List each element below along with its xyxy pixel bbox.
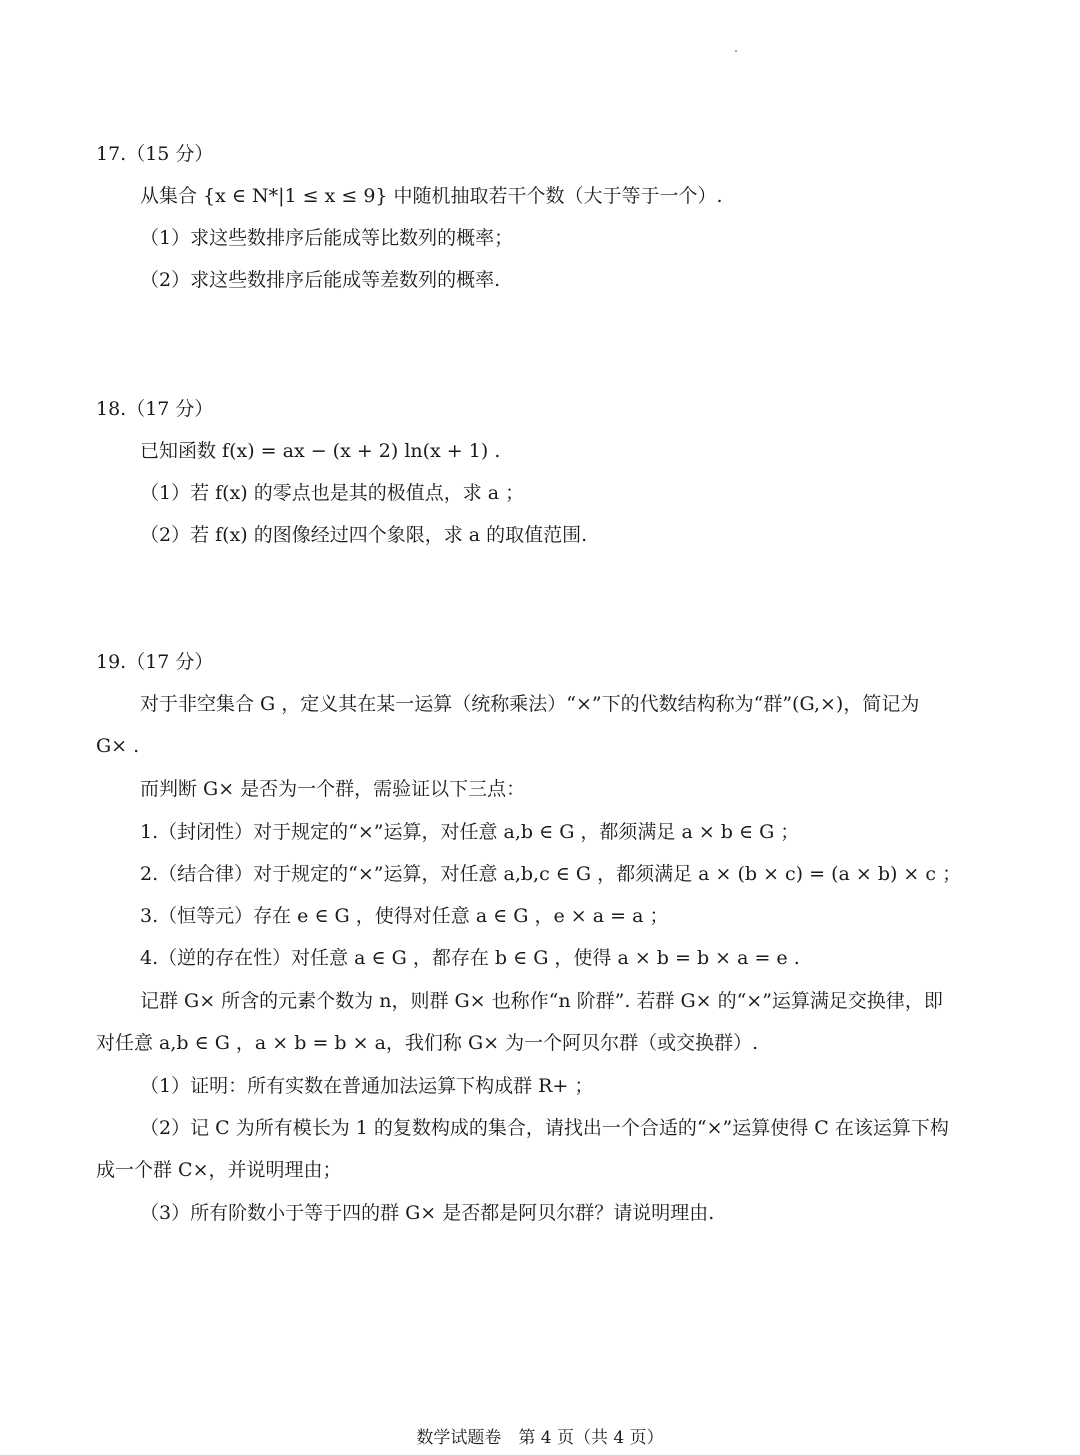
q17-stem: 从集合 {x ∈ N*|1 ≤ x ≤ 9} 中随机抽取若干个数（大于等于一个）. <box>140 185 723 207</box>
q17-number: 17.（15 分） <box>96 143 214 165</box>
q19-condition-3: 3.（恒等元）存在 e ∈ G ，使得对任意 a ∈ G ，e × a = a ； <box>140 905 669 927</box>
q17-part-2: （2）求这些数排序后能成等差数列的概率. <box>140 269 501 291</box>
q17-part-1: （1）求这些数排序后能成等比数列的概率； <box>140 227 514 249</box>
q19-condition-4: 4.（逆的存在性）对任意 a ∈ G ，都存在 b ∈ G ，使得 a × b = b × a = e . <box>140 947 800 969</box>
q19-part-1: （1）证明：所有实数在普通加法运算下构成群 R+ ； <box>140 1075 594 1097</box>
q19-abelian-line-1: 记群 G× 所含的元素个数为 n，则群 G× 也称作“n 阶群”. 若群 G× 的“×”运算满足交换律，即 <box>140 990 943 1012</box>
scan-speck <box>735 50 737 52</box>
q19-part-2-line-2: 成一个群 C×，并说明理由； <box>96 1159 342 1181</box>
q19-part-2-line-1: （2）记 C 为所有模长为 1 的复数构成的集合，请找出一个合适的“×”运算使得 C 在该运算下构 <box>140 1117 949 1139</box>
q18-part-2: （2）若 f(x) 的图像经过四个象限，求 a 的取值范围. <box>140 524 588 546</box>
q19-part-3: （3）所有阶数小于等于四的群 G× 是否都是阿贝尔群？请说明理由. <box>140 1202 715 1224</box>
q18-part-1: （1）若 f(x) 的零点也是其的极值点，求 a ； <box>140 482 525 504</box>
q19-number: 19.（17 分） <box>96 651 214 673</box>
q19-condition-2: 2.（结合律）对于规定的“×”运算，对任意 a,b,c ∈ G ，都须满足 a × (b × c) = (a × b) × c ； <box>140 863 962 885</box>
page-footer: 数学试题卷 第 4 页（共 4 页） <box>416 1428 664 1448</box>
q19-judge: 而判断 G× 是否为一个群，需验证以下三点： <box>140 778 526 800</box>
q19-abelian-line-2: 对任意 a,b ∈ G ，a × b = b × a，我们称 G× 为一个阿贝尔群（或交换群）. <box>96 1032 759 1054</box>
q18-stem: 已知函数 f(x) = ax − (x + 2) ln(x + 1) . <box>140 440 501 462</box>
q19-condition-1: 1.（封闭性）对于规定的“×”运算，对任意 a,b ∈ G ，都须满足 a × b ∈ G ； <box>140 821 800 843</box>
q19-intro-line-1: 对于非空集合 G ，定义其在某一运算（统称乘法）“×”下的代数结构称为“群”(G,×)，简记为 <box>140 693 920 715</box>
q19-intro-line-2: G× . <box>96 735 140 757</box>
q18-number: 18.（17 分） <box>96 398 214 420</box>
